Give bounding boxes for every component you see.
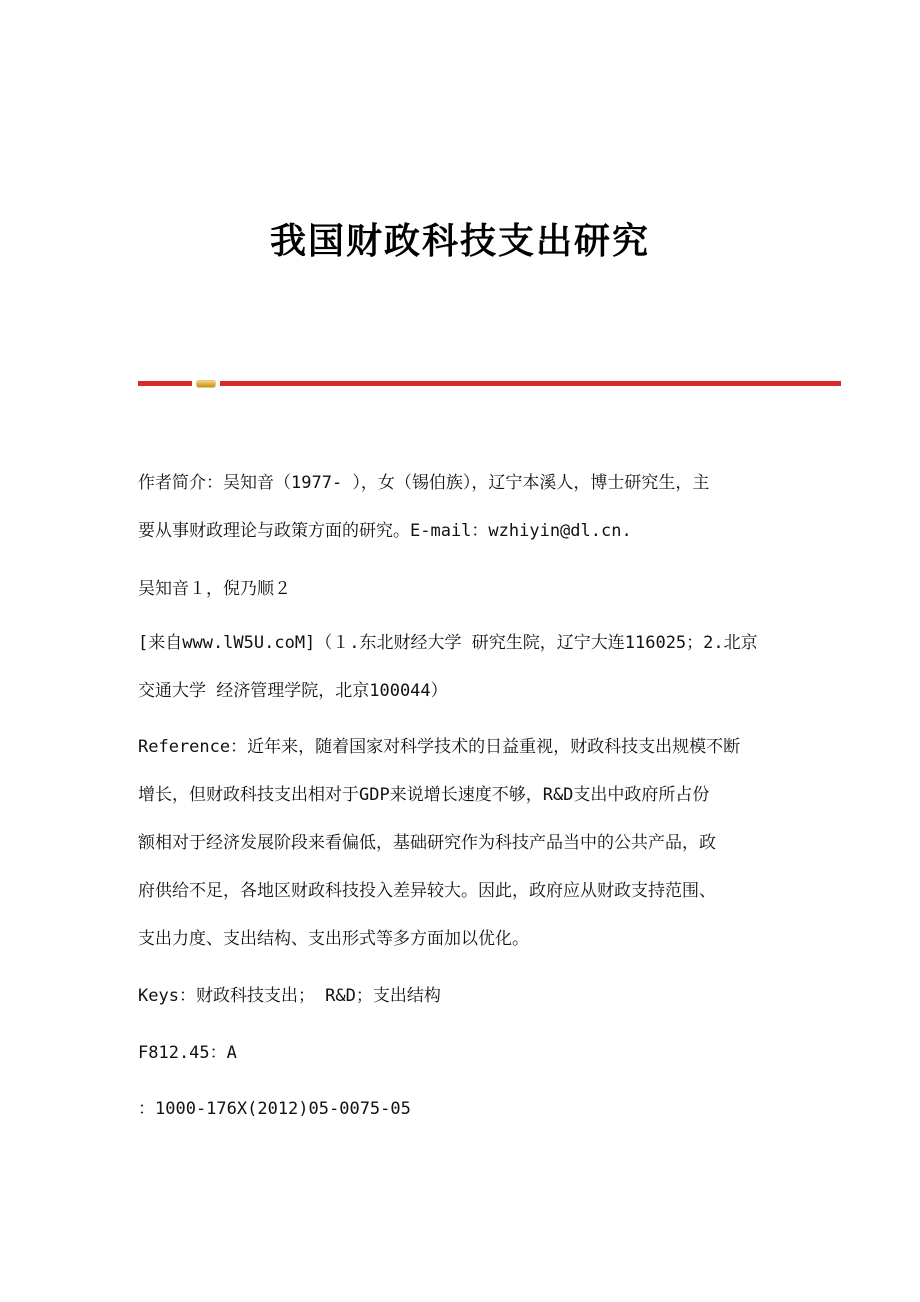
article-id-line: ：1000-176X(2012)05-0075-05 <box>138 1099 411 1119</box>
author-bio-line-1: 作者简介：吴知音（1977- ），女（锡伯族），辽宁本溪人，博士研究生，主 <box>138 473 710 493</box>
document-title: 我国财政科技支出研究 <box>269 220 650 262</box>
affiliation-line-1: [来自www.lW5U.coM]（１.东北财经大学 研究生院，辽宁大连116025；2.北京 <box>138 633 758 653</box>
author-bio-line-2: 要从事财政理论与政策方面的研究。E-mail：wzhiyin@dl.cn. <box>138 521 632 541</box>
abstract <box>138 735 788 951</box>
author-bio <box>138 471 788 543</box>
abstract-line-5: 支出力度、支出结构、支出形式等多方面加以优化。 <box>138 929 529 949</box>
abstract-line-3: 额相对于经济发展阶段来看偏低，基础研究作为科技产品当中的公共产品，政 <box>138 833 716 853</box>
abstract-line-1: Reference：近年来，随着国家对科学技术的日益重视，财政科技支出规模不断 <box>138 737 741 757</box>
abstract-line-4: 府供给不足，各地区财政科技投入差异较大。因此，政府应从财政支持范围、 <box>138 881 716 901</box>
divider-bar-left <box>138 381 192 386</box>
divider-bar-right <box>220 381 841 386</box>
classification-line: F812.45：A <box>138 1043 237 1063</box>
affiliation-line-2: 交通大学 经济管理学院，北京100044） <box>138 681 448 701</box>
classification-code <box>138 1041 788 1065</box>
article-id <box>138 1097 788 1121</box>
title-divider <box>138 380 841 388</box>
authors <box>138 577 788 601</box>
authors-line: 吴知音１，倪乃顺２ <box>138 579 291 599</box>
abstract-line-2: 增长，但财政科技支出相对于GDP来说增长速度不够，R&D支出中政府所占份 <box>138 785 710 805</box>
divider-ornament-icon <box>196 380 216 388</box>
affiliation <box>138 631 788 703</box>
keywords-line: Keys：财政科技支出； R&D；支出结构 <box>138 986 441 1006</box>
keywords <box>138 984 788 1008</box>
